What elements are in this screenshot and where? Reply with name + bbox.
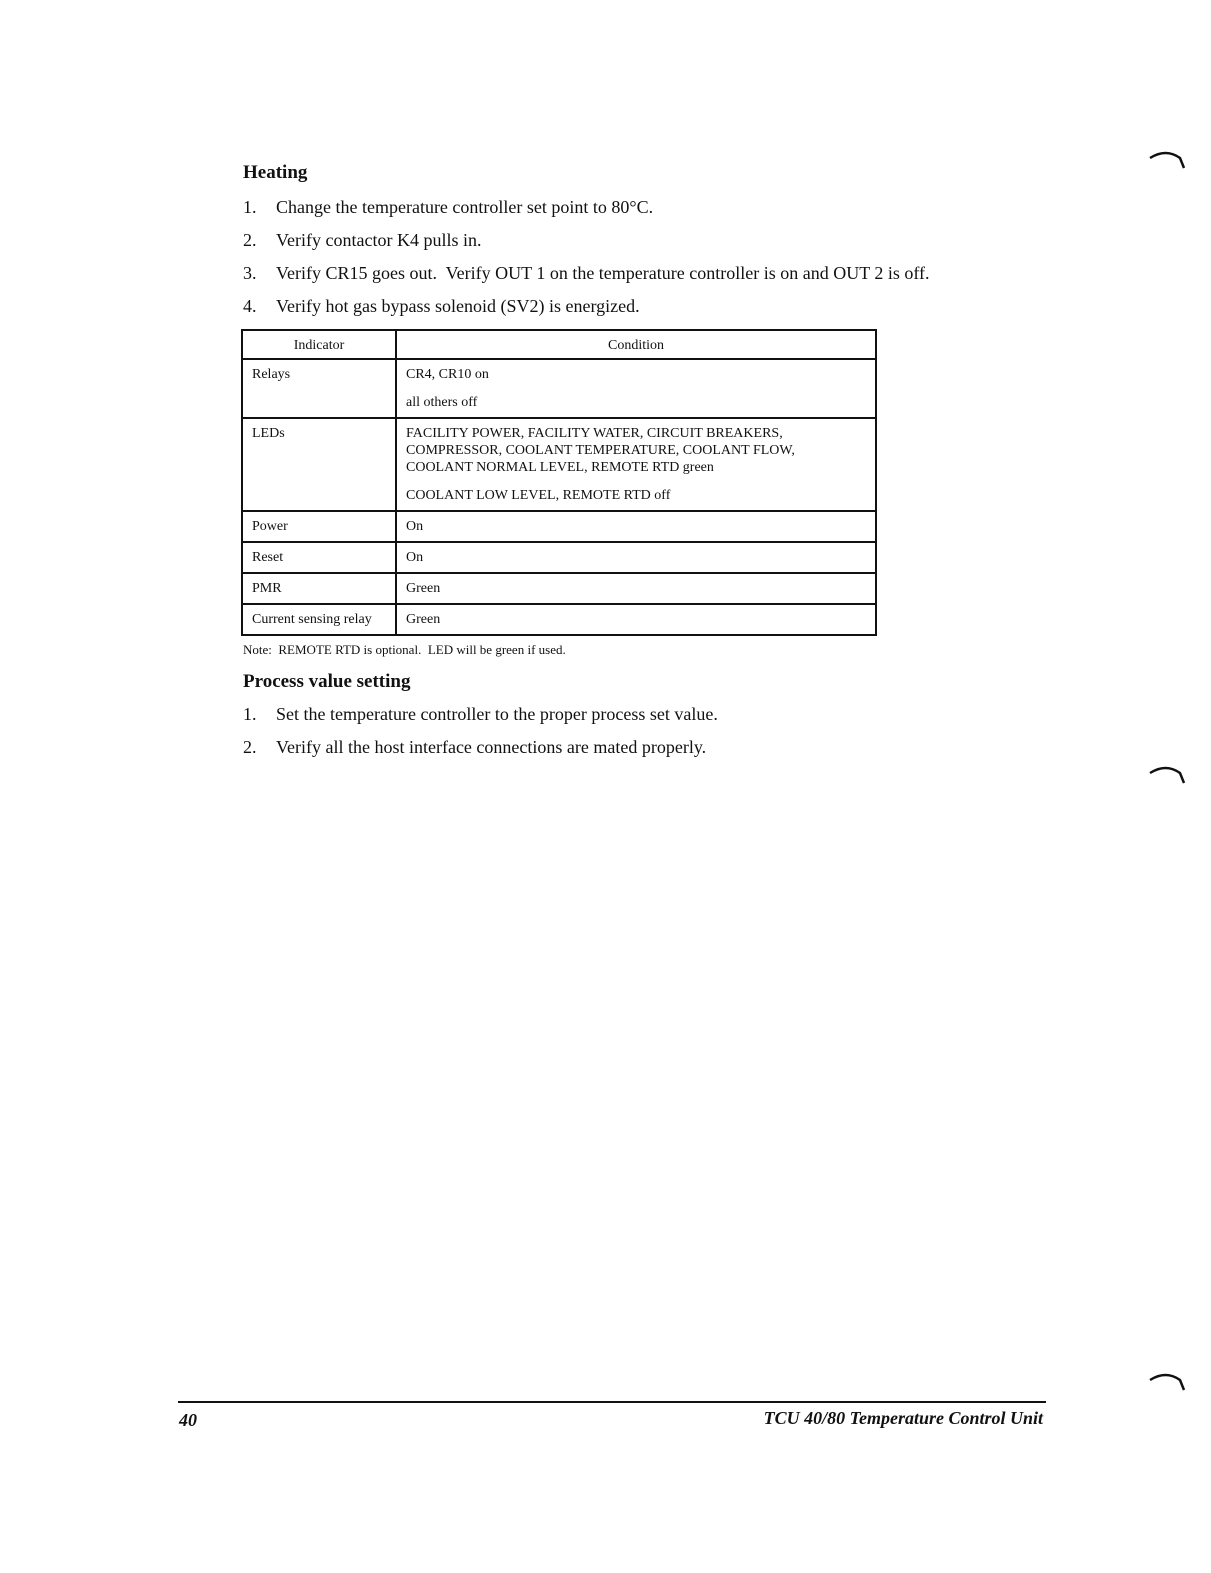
step-text: Set the temperature controller to the proper process set value. xyxy=(276,704,718,724)
footer-divider xyxy=(178,1401,1046,1403)
step-number: 4. xyxy=(243,296,257,316)
step-number: 3. xyxy=(243,263,257,283)
condition-line: COOLANT LOW LEVEL, REMOTE RTD off xyxy=(406,488,671,503)
page-number: 40 xyxy=(179,1410,197,1430)
step-text: Verify contactor K4 pulls in. xyxy=(276,230,482,250)
condition-cell xyxy=(396,542,876,573)
table-row xyxy=(242,511,876,542)
step-text: Verify CR15 goes out. Verify OUT 1 on the temperature controller is on and OUT 2 is off. xyxy=(276,263,930,283)
binder-hole-mark xyxy=(1148,150,1186,170)
indicator-cell: Relays xyxy=(242,359,396,418)
document-title: TCU 40/80 Temperature Control Unit xyxy=(763,1408,1043,1428)
indicator-cell: LEDs xyxy=(242,418,396,511)
step-number: 1. xyxy=(243,197,257,217)
indicator-condition-table xyxy=(241,329,877,636)
condition-line: all others off xyxy=(406,395,478,410)
condition-line: FACILITY POWER, FACILITY WATER, CIRCUIT BREAKERS, COMPRESSOR, COOLANT TEMPERATURE, COOLANT FLOW, COOLANT NORMAL LEVEL, REMOTE RTD green xyxy=(406,426,795,475)
step-text: Verify all the host interface connections are mated properly. xyxy=(276,737,707,757)
header-indicator: Indicator xyxy=(242,330,396,359)
condition-cell xyxy=(396,573,876,604)
condition-line: Green xyxy=(406,612,441,627)
condition-cell xyxy=(396,511,876,542)
table-row xyxy=(242,604,876,635)
indicator-cell: Power xyxy=(242,511,396,542)
process-step-1 xyxy=(243,704,718,725)
step-text: Verify hot gas bypass solenoid (SV2) is energized. xyxy=(276,296,640,316)
header-condition: Condition xyxy=(396,330,876,359)
binder-hole-mark xyxy=(1148,765,1186,785)
table-row xyxy=(242,573,876,604)
section-heading-heating: Heating xyxy=(243,162,308,183)
step-number: 1. xyxy=(243,704,257,724)
table-note: Note: REMOTE RTD is optional. LED will be green if used. xyxy=(243,642,566,657)
heating-step-4 xyxy=(243,296,640,317)
step-number: 2. xyxy=(243,230,257,250)
condition-line: CR4, CR10 on xyxy=(406,367,489,382)
table-row xyxy=(242,359,876,418)
condition-line: Green xyxy=(406,581,441,596)
process-step-2 xyxy=(243,737,706,758)
indicator-cell: Current sensing relay xyxy=(242,604,396,635)
condition-cell xyxy=(396,359,876,418)
indicator-cell: PMR xyxy=(242,573,396,604)
step-text: Change the temperature controller set point to 80°C. xyxy=(276,197,654,217)
heating-step-2 xyxy=(243,230,481,251)
condition-cell xyxy=(396,604,876,635)
heating-step-1 xyxy=(243,197,653,218)
heating-step-3 xyxy=(243,263,930,284)
binder-hole-mark xyxy=(1148,1372,1186,1392)
table-header-row xyxy=(242,330,876,359)
table-row xyxy=(242,418,876,511)
table-row xyxy=(242,542,876,573)
condition-cell xyxy=(396,418,876,511)
indicator-cell: Reset xyxy=(242,542,396,573)
section-heading-process-value: Process value setting xyxy=(243,671,411,692)
step-number: 2. xyxy=(243,737,257,757)
condition-line: On xyxy=(406,550,424,565)
condition-line: On xyxy=(406,519,424,534)
